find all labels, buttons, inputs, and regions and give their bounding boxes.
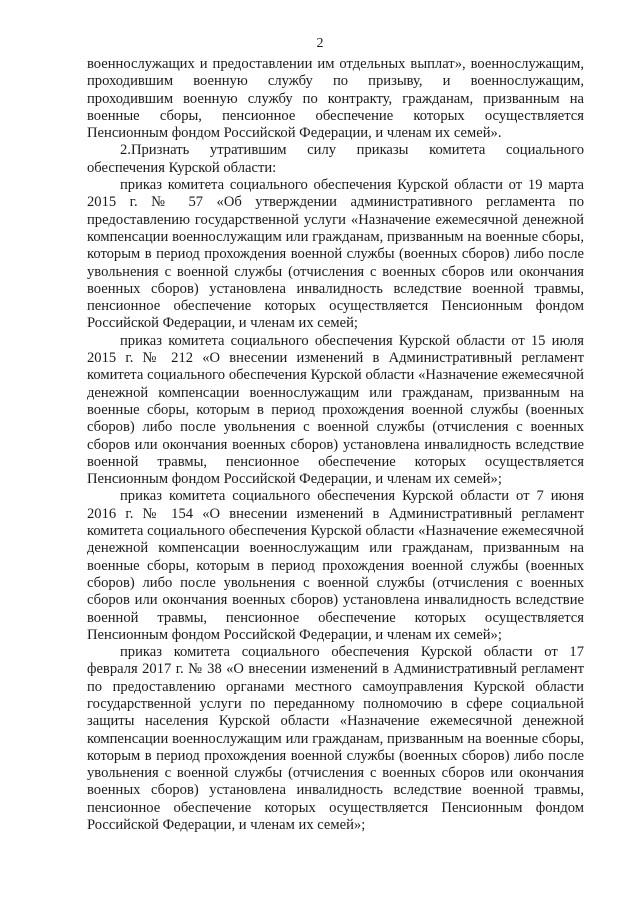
text-line: Пенсионным фондом Российской Федерации, и членам их семей»; — [87, 626, 502, 643]
text-line: предоставлению государственной услуги «Назначение ежемесячной денежной — [87, 211, 584, 228]
text-line: пенсионное обеспечение которых осуществляется Пенсионным фондом — [87, 799, 584, 816]
text-line: 2016 г. № 154 «О внесении изменений в Административный регламент — [87, 505, 584, 522]
text-line: 2.Признать утратившим силу приказы комитета социального — [120, 142, 584, 159]
text-line: комитета социального обеспечения Курской области «Назначение ежемесячной — [87, 367, 584, 384]
text-line: защиты населения Курской области «Назначение ежемесячной денежной — [87, 713, 584, 730]
text-line: военные сборы, пенсионное обеспечение которых осуществляется — [87, 107, 584, 124]
text-line: государственной услуги по переданному полномочию в сфере социальной — [87, 695, 584, 712]
text-line: военнослужащих и предоставлении им отдельных выплат», военнослужащим, — [87, 56, 584, 72]
text-line: которым в период прохождения военной службы (военных сборов) либо после — [87, 246, 584, 263]
text-line: компенсации военнослужащим или гражданам, призванным на военные сборы, — [87, 228, 584, 245]
text-line: Пенсионным фондом Российской Федерации, и членам их семей». — [87, 125, 502, 142]
text-line: сборов или окончания военных сборов) установлена инвалидность вследствие — [87, 436, 584, 453]
text-line: Пенсионным фондом Российской Федерации, и членам их семей»; — [87, 471, 502, 488]
text-line: компенсации военнослужащим или гражданам, призванным на военные сборы, — [87, 730, 584, 747]
text-line: приказ комитета социального обеспечения Курской области от 15 июля — [120, 332, 584, 349]
paragraph-intro-continuation — [87, 56, 584, 142]
text-line: приказ комитета социального обеспечения Курской области от 7 июня — [120, 488, 584, 505]
text-line: которым в период прохождения военной службы (военных сборов) либо после — [87, 747, 584, 764]
text-line: военных сборов) установлена инвалидность вследствие военной травмы, — [87, 782, 584, 799]
text-line: февраля 2017 г. № 38 «О внесении изменений в Административный регламент — [87, 661, 584, 678]
document-body — [87, 56, 584, 834]
text-line: 2015 г. № 57 «Об утверждении административного регламента по — [87, 194, 584, 211]
text-line: сборов или окончания военных сборов) установлена инвалидность вследствие — [87, 592, 584, 609]
text-line: приказ комитета социального обеспечения Курской области от 19 марта — [120, 177, 584, 194]
text-line: пенсионное обеспечение которых осуществляется Пенсионным фондом — [87, 298, 584, 315]
text-line: проходившим военную службу по контракту, гражданам, призванным на — [87, 90, 584, 107]
page-number: 2 — [316, 36, 324, 51]
text-line: военных сборов) установлена инвалидность вследствие военной травмы, — [87, 280, 584, 297]
text-line: военной травмы, пенсионное обеспечение которых осуществляется — [87, 609, 584, 626]
text-line: денежной компенсации военнослужащим или гражданам, призванным на — [87, 540, 584, 557]
text-line: 2015 г. № 212 «О внесении изменений в Административный регламент — [87, 350, 584, 367]
paragraph-item-2 — [87, 142, 584, 177]
text-line: увольнения с военной службы (отчисления с военных сборов или окончания — [87, 765, 584, 782]
paragraph-order-2015-57 — [87, 177, 584, 333]
text-line: сборов) либо после увольнения с военной службы (отчисления с военных — [87, 419, 584, 436]
text-line: по предоставлению органами местного самоуправления Курской области — [87, 678, 584, 695]
text-line: военные сборы, которым в период прохождения военной службы (военных — [87, 557, 584, 574]
text-line: приказ комитета социального обеспечения Курской области от 17 — [120, 644, 584, 661]
paragraph-order-2015-212 — [87, 333, 584, 489]
text-line: обеспечения Курской области: — [87, 159, 277, 176]
text-line: проходившим военную службу по призыву, и военнослужащим, — [87, 73, 584, 90]
text-line: комитета социального обеспечения Курской области «Назначение ежемесячной — [87, 523, 584, 540]
text-line: военной травмы, пенсионное обеспечение которых осуществляется — [87, 453, 584, 470]
text-line: Российской Федерации, и членам их семей»; — [87, 817, 366, 834]
text-line: увольнения с военной службы (отчисления с военных сборов или окончания — [87, 263, 584, 280]
paragraph-order-2016-154 — [87, 488, 584, 644]
text-line: денежной компенсации военнослужащим или гражданам, призванным на — [87, 384, 584, 401]
paragraph-order-2017-38 — [87, 644, 584, 834]
text-line: военные сборы, которым в период прохождения военной службы (военных — [87, 401, 584, 418]
text-line: Российской Федерации, и членам их семей; — [87, 315, 358, 332]
text-line: сборов) либо после увольнения с военной службы (отчисления с военных — [87, 574, 584, 591]
